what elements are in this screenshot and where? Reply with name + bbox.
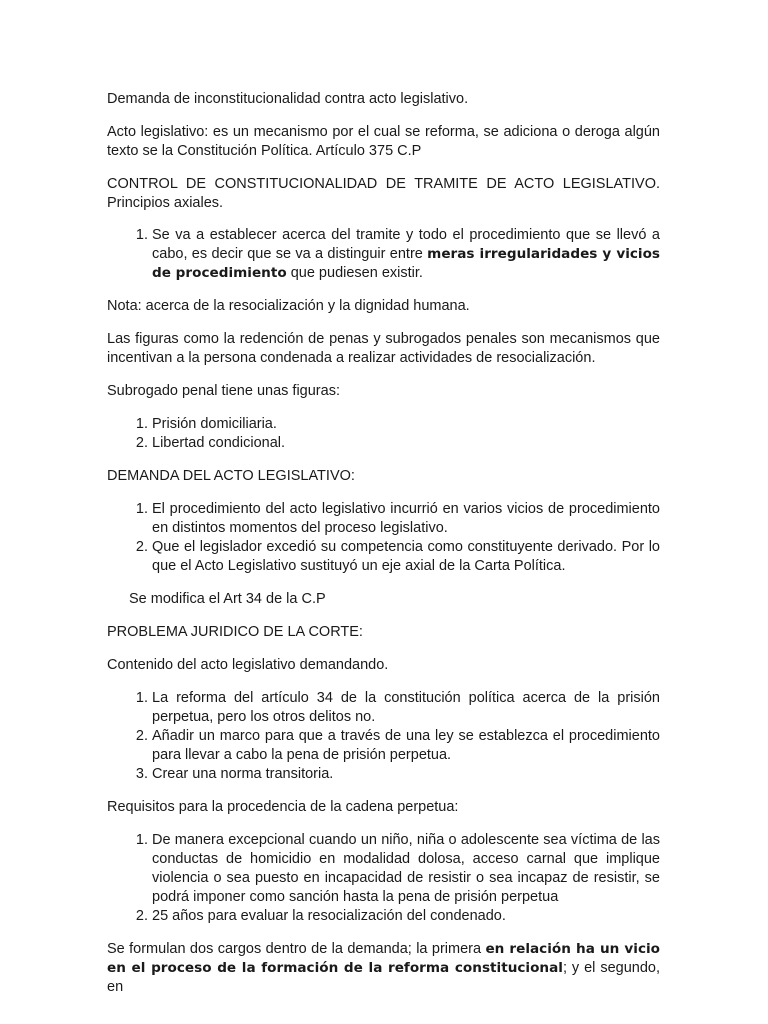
list-item: 2. 25 años para evaluar la resocialización del condenado. bbox=[152, 907, 660, 926]
paragraph-figures: Las figuras como la redención de penas y subrogados penales son mecanismos que incentivan a la persona condenada a realizar actividades de resocialización. bbox=[107, 331, 660, 366]
list-item bbox=[152, 226, 660, 283]
list-item: 1. El procedimiento del acto legislativo incurrió en varios vicios de procedimiento en distintos momentos del proceso legislativo. bbox=[152, 500, 660, 538]
list-item: 3. Crear una norma transitoria. bbox=[152, 765, 660, 784]
paragraph-cargos-text: Se formulan dos cargos dentro de la demanda; la primera bbox=[107, 941, 486, 957]
paragraph-subrogado: Subrogado penal tiene unas figuras: bbox=[107, 383, 340, 399]
list-item-text: Se va a establecer acerca del tramite y todo el procedimiento que se llevó a cabo, es decir que se va a distinguir entre bbox=[152, 227, 660, 262]
paragraph-note: Nota: acerca de la resocialización y la dignidad humana. bbox=[107, 298, 470, 314]
paragraph-requisitos: Requisitos para la procedencia de la cadena perpetua: bbox=[107, 799, 459, 815]
paragraph-title: Demanda de inconstitucionalidad contra acto legislativo. bbox=[107, 91, 469, 107]
list-item: 1. De manera excepcional cuando un niño, niña o adolescente sea víctima de las conductas de homicidio en modalidad dolosa, acceso carnal que implique violencia o sea puesto en incapacidad de resistir o sea incapaz de resistir, se podrá imponer como sanción hasta la pena de prisión perpetua bbox=[152, 831, 660, 907]
list-item: 2. Libertad condicional. bbox=[152, 434, 660, 453]
list-item: 2. Añadir un marco para que a través de una ley se establezca el procedimiento para llevar a cabo la pena de prisión perpetua. bbox=[152, 727, 660, 765]
bold-phrase: meras irregularidades y vicios de procedimiento bbox=[152, 246, 660, 281]
list-requisitos bbox=[107, 831, 660, 926]
paragraph-problema-heading: PROBLEMA JURIDICO DE LA CORTE: bbox=[107, 624, 363, 640]
bold-phrase: en relación ha un vicio en el proceso de la formación de la reforma constitucional bbox=[107, 941, 660, 976]
list-item: 2. Que el legislador excedió su competencia como constituyente derivado. Por lo que el Acto Legislativo sustituyó un eje axial de la Carta Política. bbox=[152, 538, 660, 576]
paragraph-cargos-text-end: ; y el segundo, en bbox=[107, 960, 660, 995]
paragraph-demanda-heading: DEMANDA DEL ACTO LEGISLATIVO: bbox=[107, 468, 355, 484]
list-item-text-end: que pudiesen existir. bbox=[286, 265, 423, 281]
paragraph-cargos bbox=[107, 940, 660, 997]
list-item: 1. Prisión domiciliaria. bbox=[152, 415, 660, 434]
list-subrogados bbox=[107, 415, 660, 453]
paragraph-art34: Se modifica el Art 34 de la C.P bbox=[129, 591, 326, 607]
document-page bbox=[107, 90, 660, 1011]
list-contenido bbox=[107, 689, 660, 784]
list-principles bbox=[107, 226, 660, 283]
list-demanda bbox=[107, 500, 660, 576]
list-item: 1. La reforma del artículo 34 de la constitución política acerca de la prisión perpetua, pero los otros delitos no. bbox=[152, 689, 660, 727]
paragraph-control-heading: CONTROL DE CONSTITUCIONALIDAD DE TRAMITE DE ACTO LEGISLATIVO. Principios axiales. bbox=[107, 176, 660, 211]
paragraph-definition: Acto legislativo: es un mecanismo por el cual se reforma, se adiciona o deroga algún texto se la Constitución Política. Artículo 375 C.P bbox=[107, 124, 660, 159]
paragraph-contenido: Contenido del acto legislativo demandando. bbox=[107, 657, 389, 673]
